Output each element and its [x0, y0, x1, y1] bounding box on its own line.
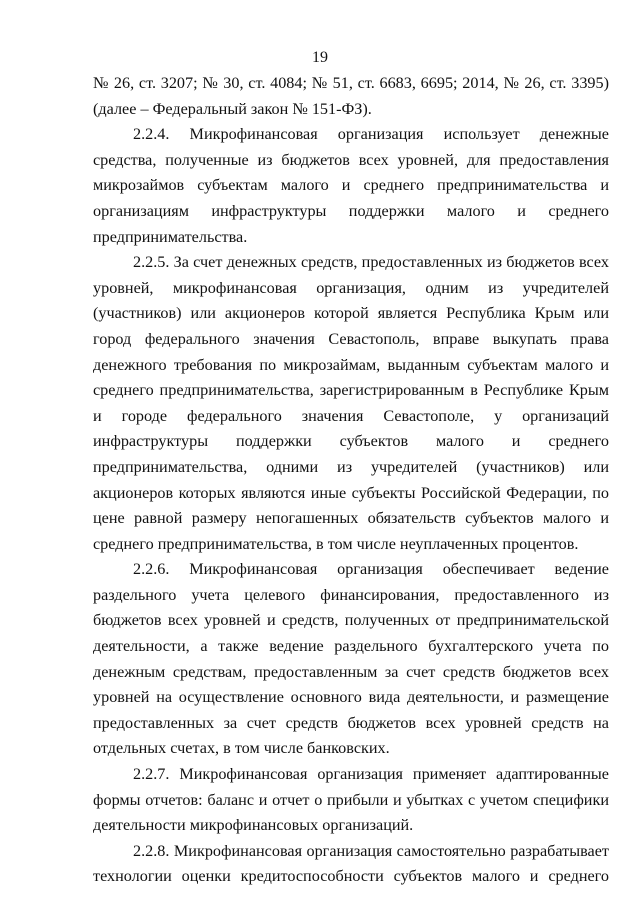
paragraph-clause-2-2-5: 2.2.5. За счет денежных средств, предоставленных из бюджетов всех уровней, микрофинансовая организация, одним из учредителей (участников) или акционеров которой является Республика Крым или город федерального значения Севастополь, вправе выкупать права денежного требования по микрозаймам, выданным субъектам малого и среднего предпринимательства, зарегистрированным в Республике Крым и городе федерального значения Севастополе, у организаций инфраструктуры поддержки субъектов малого и среднего предпринимательства, одними из учредителей (участников) или акционеров которых являются иные субъекты Российской Федерации, по цене равной размеру непогашенных обязательств субъектов малого и среднего предпринимательства, в том числе неуплаченных процентов. [93, 253, 609, 553]
paragraph-clause-2-2-8: 2.2.8. Микрофинансовая организация самостоятельно разрабатывает технологии оценки кредитоспособности субъектов малого и среднего [93, 841, 609, 886]
document-body [93, 71, 609, 890]
paragraph-clause-2-2-4: 2.2.4. Микрофинансовая организация использует денежные средства, полученные из бюджетов всех уровней, для предоставления микрозаймов субъектам малого и среднего предпринимательства и организациям инфраструктуры поддержки малого и среднего предпринимательства. [93, 125, 609, 246]
page-number: 19 [312, 49, 328, 66]
paragraph-clause-2-2-7: 2.2.7. Микрофинансовая организация применяет адаптированные формы отчетов: баланс и отчет о прибыли и убытках с учетом специфики деятельности микрофинансовых организаций. [93, 765, 609, 835]
paragraph-continuation: № 26, ст. 3207; № 30, ст. 4084; № 51, ст. 6683, 6695; 2014, № 26, ст. 3395) (далее – Федеральный закон № 151-ФЗ). [93, 74, 609, 118]
paragraph-clause-2-2-6: 2.2.6. Микрофинансовая организация обеспечивает ведение раздельного учета целевого финансирования, предоставленного из бюджетов всех уровней и средств, полученных от предпринимательской деятельности, а также ведение раздельного бухгалтерского учета по денежным средствам, предоставленным за счет средств бюджетов всех уровней на осуществление основного вида деятельности, и размещение предоставленных за счет средств бюджетов всех уровней средств на отдельных счетах, в том числе банковских. [93, 560, 609, 758]
